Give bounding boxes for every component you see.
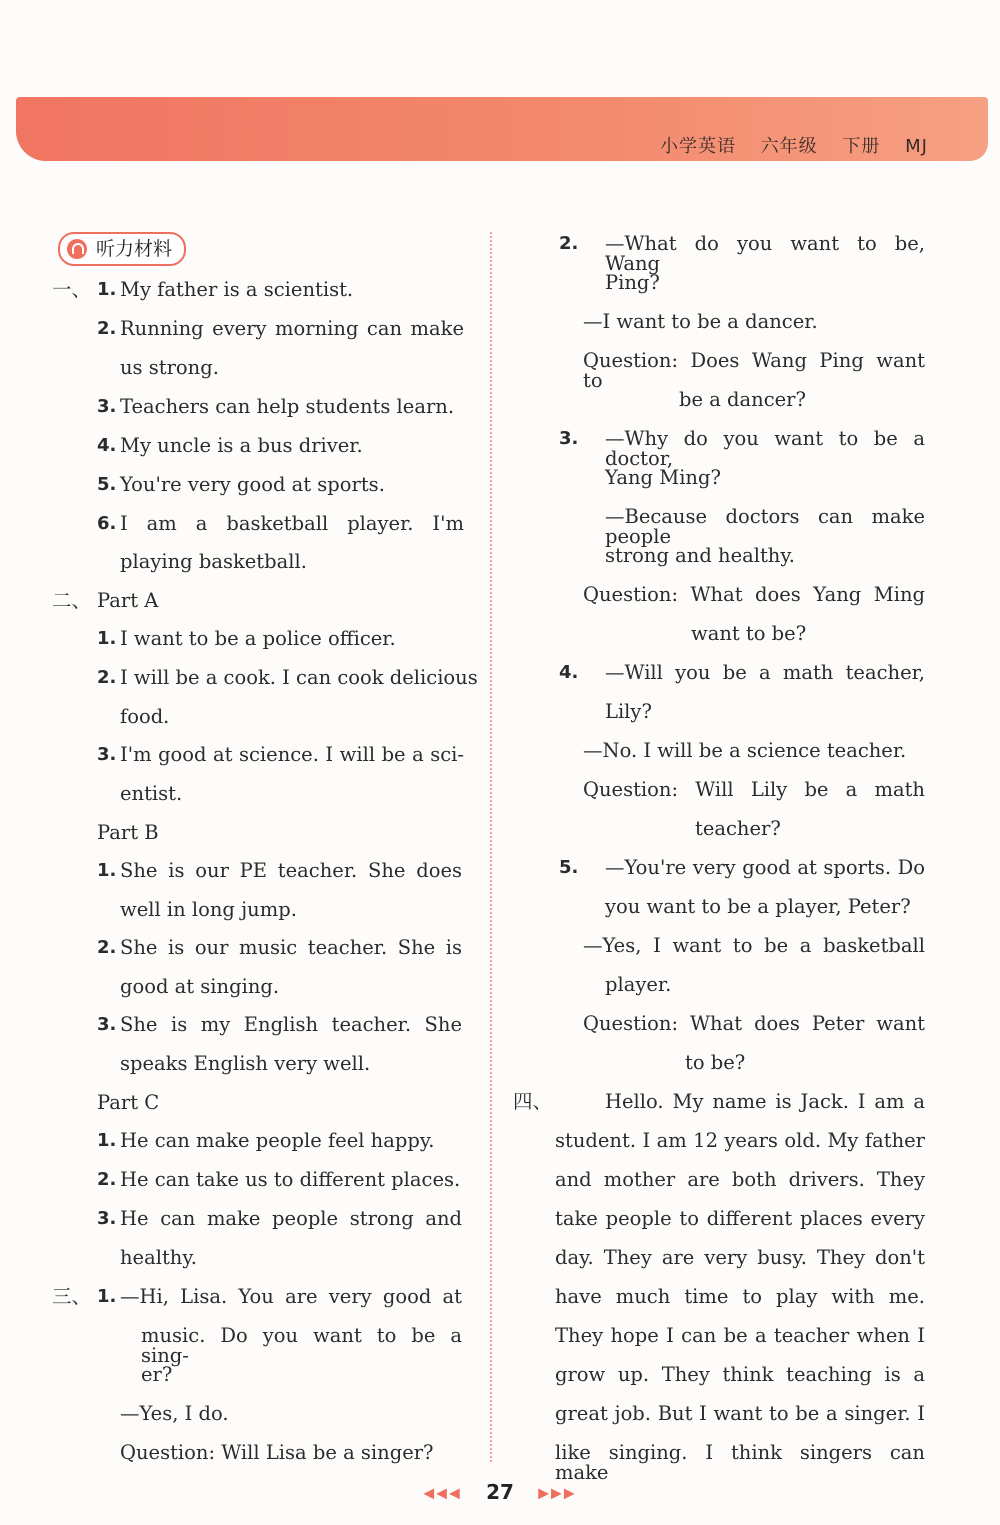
- text-line: to be?: [685, 1051, 746, 1074]
- item-number: 5.: [559, 857, 579, 878]
- text-line: entist.: [120, 782, 183, 805]
- item-number: 2.: [97, 318, 117, 339]
- part-heading: Part A: [97, 589, 159, 612]
- text-line: Question: Will Lily be a math: [583, 778, 925, 801]
- text-line: playing basketball.: [120, 550, 307, 573]
- text-line: I'm good at science. I will be a sci-: [120, 743, 464, 766]
- section-label: 二、: [52, 589, 92, 612]
- text-line: like singing. I think singers can make: [555, 1441, 925, 1484]
- section-label: 四、: [513, 1090, 553, 1113]
- item-number: 2.: [97, 667, 117, 688]
- text-line: speaks English very well.: [120, 1052, 371, 1075]
- text-line: healthy.: [120, 1246, 197, 1269]
- text-line: She is my English teacher. She: [120, 1013, 462, 1036]
- item-number: 5.: [97, 474, 117, 495]
- text-line: —I want to be a dancer.: [583, 310, 818, 333]
- text-line: My uncle is a bus driver.: [120, 434, 363, 457]
- item-number: 4.: [97, 435, 117, 456]
- headphones-icon: [67, 239, 87, 259]
- text-line: have much time to play with me.: [555, 1285, 925, 1308]
- section-badge: [58, 232, 186, 266]
- item-number: 3.: [97, 1208, 117, 1229]
- text-line: —Yes, I do.: [120, 1402, 229, 1425]
- text-line: Question: What does Peter want: [583, 1012, 925, 1035]
- section-label: 一、: [52, 278, 92, 301]
- text-line: you want to be a player, Peter?: [605, 895, 911, 918]
- subject-label: 小学英语: [659, 136, 736, 157]
- item-number: 4.: [559, 662, 579, 683]
- item-number: 1.: [97, 628, 117, 649]
- badge-label: 听力材料: [96, 238, 173, 260]
- text-line: Hello. My name is Jack. I am a: [605, 1090, 925, 1113]
- text-line: teacher?: [695, 817, 781, 840]
- book-info: [642, 132, 928, 158]
- item-number: 3.: [97, 1014, 117, 1035]
- part-heading: Part C: [97, 1091, 160, 1114]
- text-line: player.: [605, 973, 672, 996]
- text-line: and mother are both drivers. They: [555, 1168, 925, 1191]
- text-line: You're very good at sports.: [120, 473, 385, 496]
- item-number: 6.: [97, 513, 117, 534]
- section-label: 三、: [52, 1285, 92, 1308]
- text-line: Ping?: [605, 271, 660, 294]
- text-line: —Will you be a math teacher,: [605, 661, 925, 684]
- text-line: He can take us to different places.: [120, 1168, 461, 1191]
- text-line: strong and healthy.: [605, 544, 795, 567]
- text-line: —Why do you want to be a doctor,: [605, 427, 925, 470]
- item-number: 1.: [97, 279, 117, 300]
- page-footer: [0, 1480, 1000, 1504]
- text-line: food.: [120, 705, 170, 728]
- next-arrows-icon: ▶▶▶: [538, 1485, 577, 1502]
- text-line: Running every morning can make: [120, 317, 464, 340]
- text-line: great job. But I want to be a singer. I: [555, 1402, 925, 1425]
- text-line: Yang Ming?: [605, 466, 721, 489]
- text-line: —Because doctors can make people: [605, 505, 925, 548]
- text-line: want to be?: [691, 622, 807, 645]
- text-line: well in long jump.: [120, 898, 297, 921]
- text-line: music. Do you want to be a sing-: [141, 1324, 462, 1367]
- text-line: day. They are very busy. They don't: [555, 1246, 925, 1269]
- item-number: 2.: [97, 937, 117, 958]
- grade-label: 六年级: [760, 136, 818, 157]
- text-line: He can make people strong and: [120, 1207, 462, 1230]
- text-line: us strong.: [120, 356, 219, 379]
- text-line: —What do you want to be, Wang: [605, 232, 925, 275]
- part-heading: Part B: [97, 821, 159, 844]
- text-line: —No. I will be a science teacher.: [583, 739, 907, 762]
- text-line: be a dancer?: [679, 388, 806, 411]
- text-line: I will be a cook. I can cook delicious: [120, 666, 478, 689]
- text-line: He can make people feel happy.: [120, 1129, 435, 1152]
- text-line: Question: Does Wang Ping want to: [583, 349, 925, 392]
- item-number: 2.: [559, 233, 579, 254]
- text-line: take people to different places every: [555, 1207, 925, 1230]
- text-line: She is our music teacher. She is: [120, 936, 462, 959]
- text-line: student. I am 12 years old. My father: [555, 1129, 925, 1152]
- text-line: They hope I can be a teacher when I: [555, 1324, 925, 1347]
- text-line: My father is a scientist.: [120, 278, 354, 301]
- text-line: Question: What does Yang Ming: [583, 583, 925, 606]
- text-line: —Yes, I want to be a basketball: [583, 934, 925, 957]
- text-line: grow up. They think teaching is a: [555, 1363, 925, 1386]
- prev-arrows-icon: ◀◀◀: [423, 1485, 462, 1502]
- item-number: 3.: [97, 396, 117, 417]
- text-line: er?: [141, 1363, 173, 1386]
- text-line: —Hi, Lisa. You are very good at: [120, 1285, 462, 1308]
- column-divider: [490, 232, 492, 1462]
- text-line: Teachers can help students learn.: [120, 395, 455, 418]
- edition-label: MJ: [905, 136, 928, 157]
- item-number: 1.: [97, 860, 117, 881]
- item-number: 2.: [97, 1169, 117, 1190]
- text-line: I want to be a police officer.: [120, 627, 396, 650]
- text-line: I am a basketball player. I'm: [120, 512, 464, 535]
- volume-label: 下册: [842, 136, 881, 157]
- item-number: 3.: [97, 744, 117, 765]
- item-number: 1.: [97, 1130, 117, 1151]
- item-number: 3.: [559, 428, 579, 449]
- text-line: good at singing.: [120, 975, 280, 998]
- item-number: 1.: [97, 1286, 117, 1307]
- text-line: Lily?: [605, 700, 652, 723]
- text-line: —You're very good at sports. Do: [605, 856, 925, 879]
- text-line: Question: Will Lisa be a singer?: [120, 1441, 434, 1464]
- page-number: 27: [486, 1480, 514, 1504]
- text-line: She is our PE teacher. She does: [120, 859, 462, 882]
